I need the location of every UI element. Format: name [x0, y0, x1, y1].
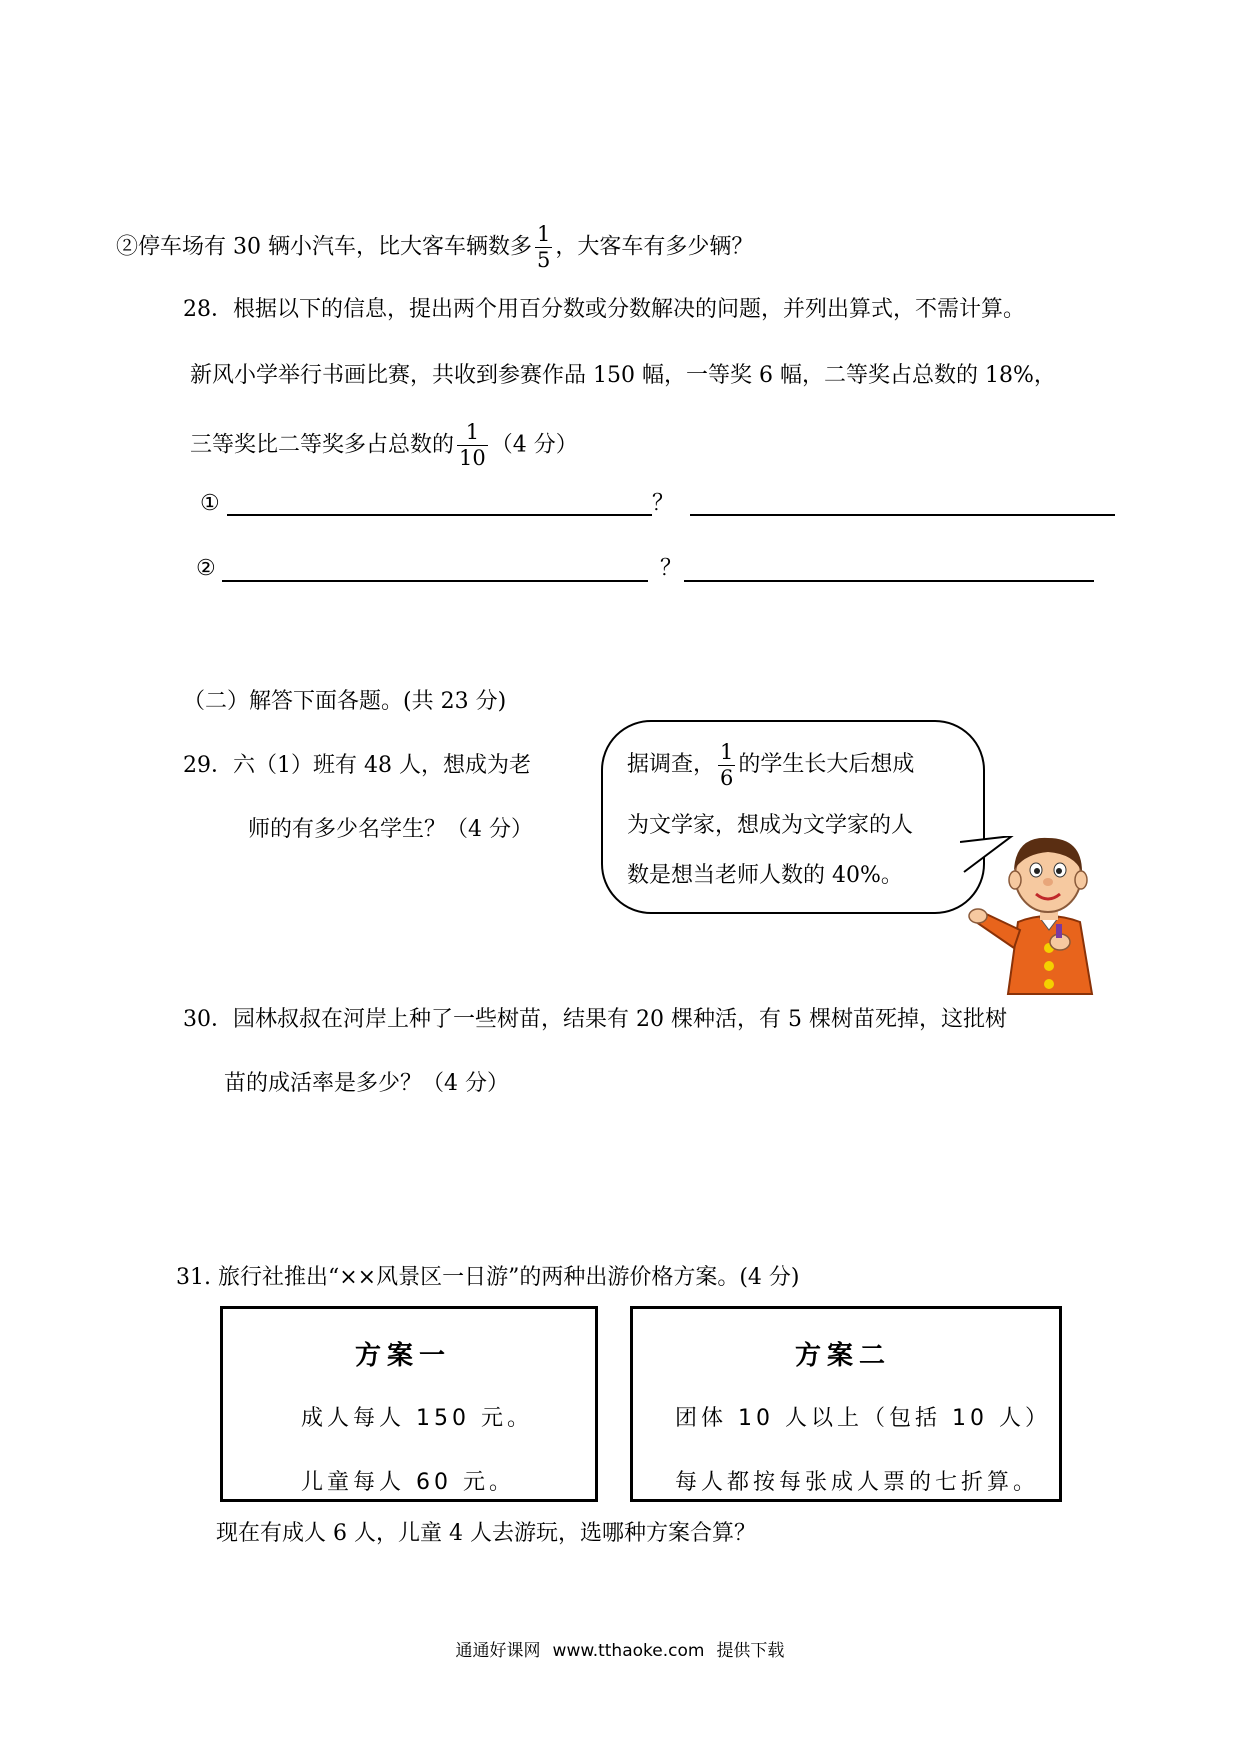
plan1-title: 方案一 — [355, 1341, 452, 1371]
q28-item2-formula-blank[interactable] — [684, 580, 1094, 582]
plan2-line1: 团体 10 人以上（包括 10 人） — [675, 1406, 1051, 1431]
q27-2-line — [116, 224, 753, 271]
q28-item1-formula-blank[interactable] — [690, 514, 1115, 516]
q28-info-line1: 新风小学举行书画比赛，共收到参赛作品 150 幅，一等奖 6 幅，二等奖占总数的 18%， — [190, 363, 1056, 388]
q28-info-line2 — [190, 422, 578, 469]
fraction-one-fifth: $\frac{1}{5}$ — [536, 222, 551, 272]
q28-item2-question-blank[interactable] — [222, 580, 648, 582]
footer-url[interactable]: www.tthaoke.com — [552, 1641, 705, 1661]
fraction-one-tenth: $\frac{1}{10}$ — [459, 420, 486, 470]
q29-line2: 师的有多少名学生？（4 分） — [248, 817, 533, 842]
q27-2-text-before: ②停车场有 30 辆小汽车，比大客车辆数多 — [116, 234, 532, 260]
q28-info-before: 三等奖比二等奖多占总数的 — [190, 432, 455, 458]
q27-2-text-after: ，大客车有多少辆？ — [555, 234, 754, 260]
q28-item1-mark: ① — [200, 491, 220, 516]
q28-heading: 28．根据以下的信息，提出两个用百分数或分数解决的问题，并列出算式，不需计算。 — [183, 297, 1025, 322]
q28-item2-mark: ② — [196, 556, 216, 581]
q28-item1-question-blank[interactable] — [227, 514, 652, 516]
bubble-line2: 为文学家，想成为文学家的人 — [627, 813, 914, 838]
page-footer — [0, 1636, 1240, 1661]
q28-item1-question-mark: ？ — [652, 491, 675, 516]
teacher-character-illustration — [968, 826, 1118, 996]
section2-heading: （二）解答下面各题。(共 23 分) — [183, 689, 507, 714]
footer-site-name: 通通好课网 — [455, 1641, 541, 1661]
q30-line1: 30．园林叔叔在河岸上种了一些树苗，结果有 20 棵种活，有 5 棵树苗死掉，这批树 — [183, 1007, 1007, 1032]
plan2-box — [630, 1306, 1062, 1502]
q31-question: 现在有成人 6 人，儿童 4 人去游玩，选哪种方案合算？ — [216, 1521, 756, 1546]
q30-line2: 苗的成活率是多少？（4 分） — [224, 1071, 509, 1096]
plan1-line1: 成人每人 150 元。 — [301, 1406, 533, 1431]
speech-bubble — [601, 720, 985, 914]
bubble-line3: 数是想当老师人数的 40%。 — [627, 863, 903, 888]
plan1-line2: 儿童每人 60 元。 — [301, 1470, 515, 1495]
plan2-title: 方案二 — [795, 1341, 892, 1371]
plan1-box — [220, 1306, 598, 1502]
q29-line1: 29．六（1）班有 48 人，想成为老 — [183, 753, 531, 778]
q28-item2-question-mark: ？ — [660, 556, 683, 581]
q31-heading: 31. 旅行社推出“××风景区一日游”的两种出游价格方案。(4 分) — [176, 1265, 800, 1290]
plan2-line2: 每人都按每张成人票的七折算。 — [675, 1470, 1040, 1495]
fraction-one-sixth: $\frac{1}{6}$ — [720, 739, 734, 790]
q28-info-after: （4 分） — [490, 432, 578, 458]
bubble-line1: 据调查， $\frac{1}{6}$ 的学生长大后想成 — [627, 739, 915, 790]
footer-suffix: 提供下载 — [716, 1641, 785, 1661]
